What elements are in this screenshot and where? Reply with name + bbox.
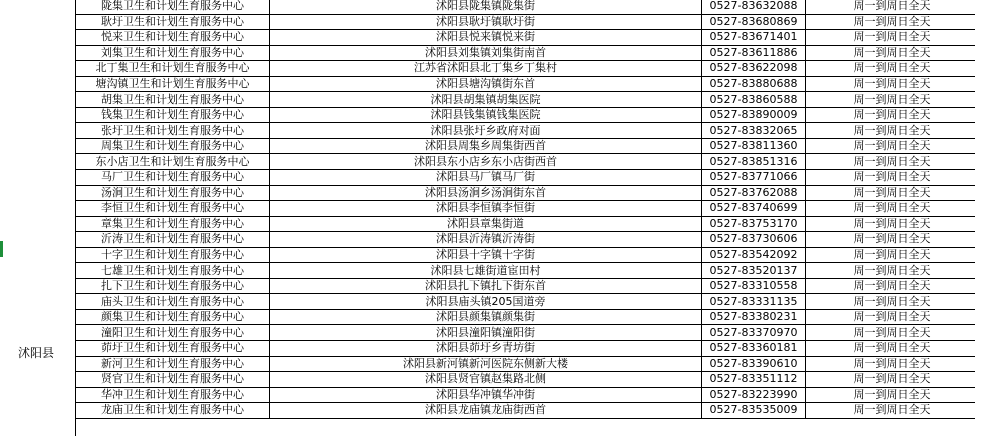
center-name-cell[interactable]: 茆圩卫生和计划生育服务中心 <box>76 341 270 357</box>
hours-cell[interactable]: 周一到周日全天 <box>806 278 979 294</box>
table-row <box>76 216 979 232</box>
phone-cell[interactable]: 0527-83880688 <box>702 76 806 92</box>
center-name-cell[interactable]: 陇集卫生和计划生育服务中心 <box>76 0 270 14</box>
address-cell[interactable]: 沭阳县张圩乡政府对面 <box>270 123 702 139</box>
phone-cell[interactable]: 0527-83680869 <box>702 14 806 30</box>
hours-cell[interactable]: 周一到周日全天 <box>806 294 979 310</box>
table-row <box>76 278 979 294</box>
hours-cell[interactable]: 周一到周日全天 <box>806 0 979 14</box>
table-row <box>76 138 979 154</box>
table-row <box>76 325 979 341</box>
phone-cell[interactable]: 0527-83851316 <box>702 154 806 170</box>
phone-cell[interactable]: 0527-83542092 <box>702 247 806 263</box>
table-row <box>76 309 979 325</box>
table-row <box>76 387 979 403</box>
address-cell[interactable]: 沭阳县悦来镇悦来街 <box>270 30 702 46</box>
hours-cell[interactable]: 周一到周日全天 <box>806 154 979 170</box>
selection-marker <box>0 241 3 257</box>
center-name-cell[interactable]: 华冲卫生和计划生育服务中心 <box>76 387 270 403</box>
center-name-cell[interactable]: 北丁集卫生和计划生育服务中心 <box>76 61 270 77</box>
hours-cell[interactable]: 周一到周日全天 <box>806 61 979 77</box>
table-row <box>76 0 979 14</box>
hours-cell[interactable]: 周一到周日全天 <box>806 232 979 248</box>
hours-cell[interactable]: 周一到周日全天 <box>806 341 979 357</box>
center-name-cell[interactable]: 钱集卫生和计划生育服务中心 <box>76 107 270 123</box>
table-row <box>76 45 979 61</box>
center-name-cell[interactable]: 汤涧卫生和计划生育服务中心 <box>76 185 270 201</box>
hours-cell[interactable]: 周一到周日全天 <box>806 372 979 388</box>
center-name-cell[interactable]: 周集卫生和计划生育服务中心 <box>76 138 270 154</box>
address-cell[interactable]: 沭阳县贤官镇赵集路北侧 <box>270 372 702 388</box>
address-cell[interactable]: 沭阳县汤涧乡汤涧街东首 <box>270 185 702 201</box>
center-name-cell[interactable]: 扎下卫生和计划生育服务中心 <box>76 278 270 294</box>
hours-cell[interactable]: 周一到周日全天 <box>806 201 979 217</box>
table-row <box>76 201 979 217</box>
phone-cell[interactable]: 0527-83762088 <box>702 185 806 201</box>
service-center-table <box>75 0 979 419</box>
hours-cell[interactable]: 周一到周日全天 <box>806 45 979 61</box>
center-name-cell[interactable]: 李恒卫生和计划生育服务中心 <box>76 201 270 217</box>
address-cell[interactable]: 沭阳县扎下镇扎下街东首 <box>270 278 702 294</box>
phone-cell[interactable]: 0527-83331135 <box>702 294 806 310</box>
phone-cell[interactable]: 0527-83310558 <box>702 278 806 294</box>
address-cell[interactable]: 沭阳县华冲镇华冲街 <box>270 387 702 403</box>
phone-cell[interactable]: 0527-83520137 <box>702 263 806 279</box>
table-row <box>76 341 979 357</box>
county-merged-cell[interactable] <box>0 0 76 436</box>
county-label: 沭阳县 <box>18 346 55 360</box>
address-cell[interactable]: 沭阳县胡集镇胡集医院 <box>270 92 702 108</box>
table-row <box>76 30 979 46</box>
phone-cell[interactable]: 0527-83360181 <box>702 341 806 357</box>
center-name-cell[interactable]: 章集卫生和计划生育服务中心 <box>76 216 270 232</box>
center-name-cell[interactable]: 胡集卫生和计划生育服务中心 <box>76 92 270 108</box>
table-row <box>76 107 979 123</box>
table-row <box>76 14 979 30</box>
address-cell[interactable]: 沭阳县周集乡周集街西首 <box>270 138 702 154</box>
hours-cell[interactable]: 周一到周日全天 <box>806 170 979 186</box>
phone-cell[interactable]: 0527-83730606 <box>702 232 806 248</box>
hours-cell[interactable]: 周一到周日全天 <box>806 30 979 46</box>
center-name-cell[interactable]: 塘沟镇卫生和计划生育服务中心 <box>76 76 270 92</box>
center-name-cell[interactable]: 悦来卫生和计划生育服务中心 <box>76 30 270 46</box>
phone-cell[interactable]: 0527-83380231 <box>702 309 806 325</box>
table-row <box>76 232 979 248</box>
table-row <box>76 170 979 186</box>
address-cell[interactable]: 沭阳县耿圩镇耿圩街 <box>270 14 702 30</box>
table-row <box>76 403 979 419</box>
hours-cell[interactable]: 周一到周日全天 <box>806 76 979 92</box>
address-cell[interactable]: 沭阳县东小店乡东小店街西首 <box>270 154 702 170</box>
phone-cell[interactable]: 0527-83832065 <box>702 123 806 139</box>
address-cell[interactable]: 沭阳县茆圩乡青坊街 <box>270 341 702 357</box>
table-row <box>76 294 979 310</box>
phone-cell[interactable]: 0527-83890009 <box>702 107 806 123</box>
hours-cell[interactable]: 周一到周日全天 <box>806 216 979 232</box>
address-cell[interactable]: 沭阳县十字镇十字街 <box>270 247 702 263</box>
hours-cell[interactable]: 周一到周日全天 <box>806 387 979 403</box>
hours-cell[interactable]: 周一到周日全天 <box>806 356 979 372</box>
address-cell[interactable]: 沭阳县新河镇新河医院东侧新大楼 <box>270 356 702 372</box>
center-name-cell[interactable]: 新河卫生和计划生育服务中心 <box>76 356 270 372</box>
center-name-cell[interactable]: 潼阳卫生和计划生育服务中心 <box>76 325 270 341</box>
phone-cell[interactable]: 0527-83370970 <box>702 325 806 341</box>
hours-cell[interactable]: 周一到周日全天 <box>806 14 979 30</box>
address-cell[interactable]: 沭阳县钱集镇钱集医院 <box>270 107 702 123</box>
phone-cell[interactable]: 0527-83632088 <box>702 0 806 14</box>
phone-cell[interactable]: 0527-83771066 <box>702 170 806 186</box>
center-name-cell[interactable]: 张圩卫生和计划生育服务中心 <box>76 123 270 139</box>
phone-cell[interactable]: 0527-83535009 <box>702 403 806 419</box>
center-name-cell[interactable]: 东小店卫生和计划生育服务中心 <box>76 154 270 170</box>
center-name-cell[interactable]: 贤官卫生和计划生育服务中心 <box>76 372 270 388</box>
hours-cell[interactable]: 周一到周日全天 <box>806 123 979 139</box>
table-row <box>76 123 979 139</box>
address-cell[interactable]: 沭阳县马厂镇马厂街 <box>270 170 702 186</box>
phone-cell[interactable]: 0527-83811360 <box>702 138 806 154</box>
phone-cell[interactable]: 0527-83740699 <box>702 201 806 217</box>
hours-cell[interactable]: 周一到周日全天 <box>806 185 979 201</box>
address-cell[interactable]: 沭阳县七雄街道宦田村 <box>270 263 702 279</box>
center-name-cell[interactable]: 七雄卫生和计划生育服务中心 <box>76 263 270 279</box>
phone-cell[interactable]: 0527-83860588 <box>702 92 806 108</box>
address-cell[interactable]: 沭阳县塘沟镇街东首 <box>270 76 702 92</box>
table-row <box>76 61 979 77</box>
center-name-cell[interactable]: 十字卫生和计划生育服务中心 <box>76 247 270 263</box>
address-cell[interactable]: 沭阳县龙庙镇龙庙街西首 <box>270 403 702 419</box>
phone-cell[interactable]: 0527-83351112 <box>702 372 806 388</box>
phone-cell[interactable]: 0527-83753170 <box>702 216 806 232</box>
center-name-cell[interactable]: 龙庙卫生和计划生育服务中心 <box>76 403 270 419</box>
center-name-cell[interactable]: 马厂卫生和计划生育服务中心 <box>76 170 270 186</box>
phone-cell[interactable]: 0527-83223990 <box>702 387 806 403</box>
center-name-cell[interactable]: 沂涛卫生和计划生育服务中心 <box>76 232 270 248</box>
hours-cell[interactable]: 周一到周日全天 <box>806 309 979 325</box>
address-cell[interactable]: 沭阳县沂涛镇沂涛街 <box>270 232 702 248</box>
center-name-cell[interactable]: 颜集卫生和计划生育服务中心 <box>76 309 270 325</box>
phone-cell[interactable]: 0527-83671401 <box>702 30 806 46</box>
hours-cell[interactable]: 周一到周日全天 <box>806 403 979 419</box>
hours-cell[interactable]: 周一到周日全天 <box>806 92 979 108</box>
hours-cell[interactable]: 周一到周日全天 <box>806 325 979 341</box>
table-row <box>76 92 979 108</box>
address-cell[interactable]: 江苏省沭阳县北丁集乡丁集村 <box>270 61 702 77</box>
table-row <box>76 372 979 388</box>
table-row <box>76 247 979 263</box>
hours-cell[interactable]: 周一到周日全天 <box>806 247 979 263</box>
address-cell[interactable]: 沭阳县颜集镇颜集街 <box>270 309 702 325</box>
phone-cell[interactable]: 0527-83611886 <box>702 45 806 61</box>
address-cell[interactable]: 沭阳县庙头镇205国道旁 <box>270 294 702 310</box>
address-cell[interactable]: 沭阳县章集街道 <box>270 216 702 232</box>
table-row <box>76 154 979 170</box>
center-name-cell[interactable]: 刘集卫生和计划生育服务中心 <box>76 45 270 61</box>
address-cell[interactable]: 沭阳县刘集镇刘集街南首 <box>270 45 702 61</box>
center-name-cell[interactable]: 庙头卫生和计划生育服务中心 <box>76 294 270 310</box>
phone-cell[interactable]: 0527-83622098 <box>702 61 806 77</box>
address-cell[interactable]: 沭阳县潼阳镇潼阳街 <box>270 325 702 341</box>
center-name-cell[interactable]: 耿圩卫生和计划生育服务中心 <box>76 14 270 30</box>
table-row <box>76 263 979 279</box>
hours-cell[interactable]: 周一到周日全天 <box>806 263 979 279</box>
address-cell[interactable]: 沭阳县陇集镇陇集街 <box>270 0 702 14</box>
table-row <box>76 185 979 201</box>
hours-cell[interactable]: 周一到周日全天 <box>806 107 979 123</box>
sheet-right-edge <box>975 0 985 436</box>
address-cell[interactable]: 沭阳县李恒镇李恒街 <box>270 201 702 217</box>
hours-cell[interactable]: 周一到周日全天 <box>806 138 979 154</box>
table-row <box>76 76 979 92</box>
table-row <box>76 356 979 372</box>
phone-cell[interactable]: 0527-83390610 <box>702 356 806 372</box>
